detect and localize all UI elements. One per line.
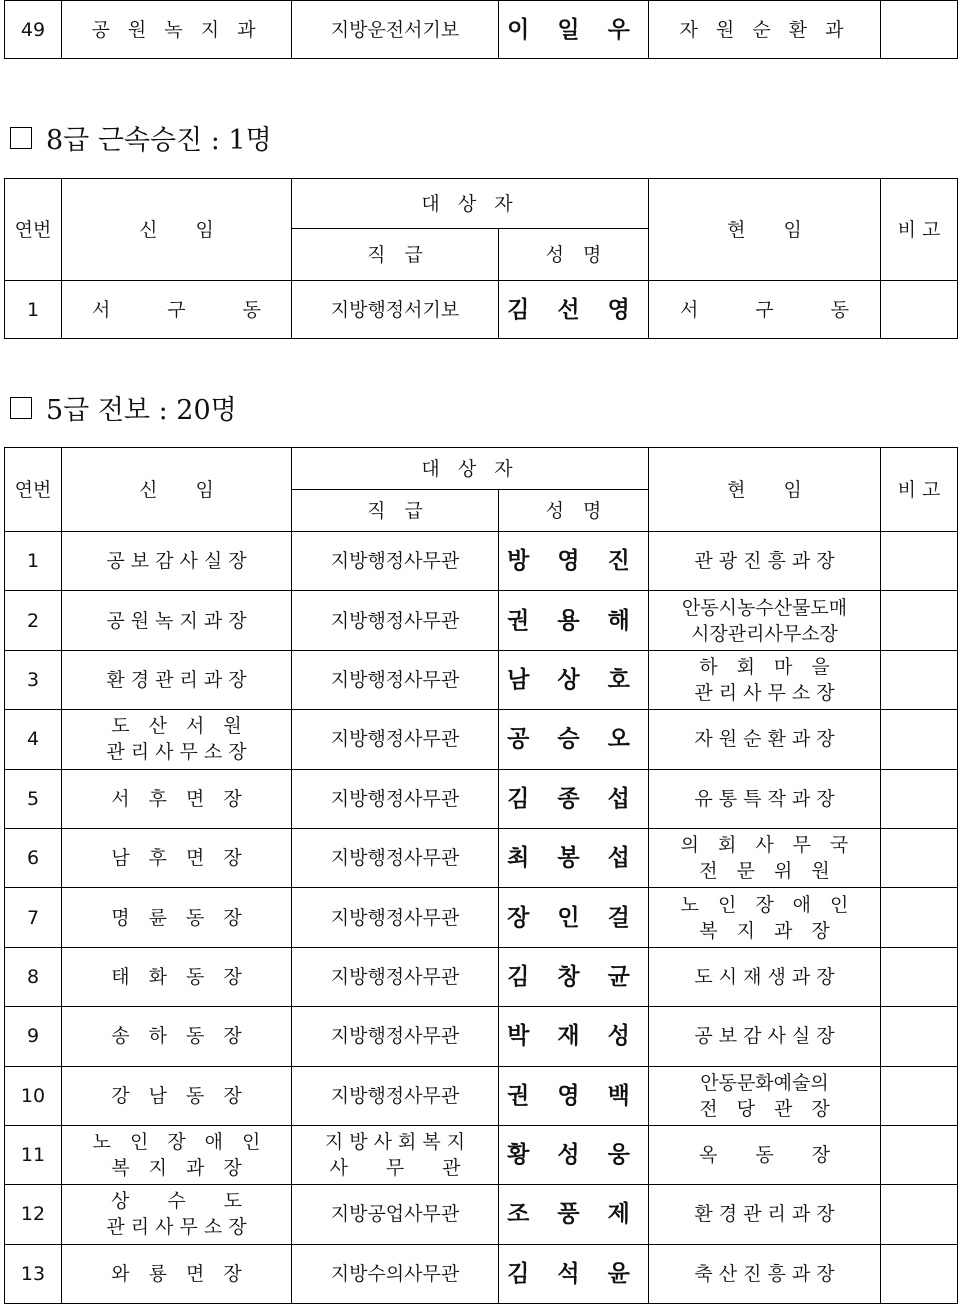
person-name: 황 성 웅 [499, 1125, 649, 1184]
person-name: 박 재 성 [499, 1007, 649, 1066]
table-row [5, 591, 958, 650]
row-number: 1 [5, 532, 62, 591]
person-name: 방 영 진 [499, 532, 649, 591]
person-name: 최 봉 섭 [499, 828, 649, 887]
table-row [5, 1125, 958, 1184]
remarks [881, 1125, 958, 1184]
table-row [5, 1, 958, 59]
person-name: 공 승 오 [499, 710, 649, 769]
table-row [5, 650, 958, 709]
person-name: 김 종 섭 [499, 769, 649, 828]
person-name: 장 인 걸 [499, 888, 649, 947]
header-grade: 직 급 [292, 229, 499, 281]
section-heading-transfer [10, 388, 237, 427]
remarks [881, 1185, 958, 1244]
remarks [881, 591, 958, 650]
row-number: 11 [5, 1125, 62, 1184]
person-name: 권 영 백 [499, 1066, 649, 1125]
current-post: 하 회 마 을 관 리 사 무 소 장 [649, 650, 881, 709]
table-row [5, 828, 958, 887]
remarks [881, 710, 958, 769]
row-number: 13 [5, 1244, 62, 1303]
previous-table-fragment [4, 0, 958, 59]
new-post: 상 수 도 관 리 사 무 소 장 [62, 1185, 292, 1244]
person-name: 이 일 우 [499, 1, 649, 59]
grade: 지방행정사무관 [292, 1007, 499, 1066]
new-post: 환 경 관 리 과 장 [62, 650, 292, 709]
remarks [881, 769, 958, 828]
current-post: 의 회 사 무 국 전 문 위 원 [649, 828, 881, 887]
header-remarks: 비 고 [881, 179, 958, 281]
grade: 지방행정사무관 [292, 650, 499, 709]
current-post: 자 원 순 환 과 [649, 1, 881, 59]
header-row [5, 448, 958, 490]
header-new-post: 신 임 [62, 448, 292, 532]
header-no: 연번 [5, 448, 62, 532]
current-post: 안동시농수산물도매 시장관리사무소장 [649, 591, 881, 650]
person-name: 김 창 균 [499, 947, 649, 1006]
person-name: 조 풍 제 [499, 1185, 649, 1244]
grade: 지방행정사무관 [292, 947, 499, 1006]
header-name: 성 명 [499, 490, 649, 532]
person-name: 김 석 윤 [499, 1244, 649, 1303]
remarks [881, 1244, 958, 1303]
table-row [5, 1066, 958, 1125]
new-post: 명 륜 동 장 [62, 888, 292, 947]
header-grade: 직 급 [292, 490, 499, 532]
new-post: 와 룡 면 장 [62, 1244, 292, 1303]
table-row [5, 1007, 958, 1066]
new-post: 도 산 서 원 관 리 사 무 소 장 [62, 710, 292, 769]
row-number: 10 [5, 1066, 62, 1125]
row-number: 12 [5, 1185, 62, 1244]
current-post: 자 원 순 환 과 장 [649, 710, 881, 769]
row-number: 49 [5, 1, 62, 59]
remarks [881, 828, 958, 887]
person-name: 남 상 호 [499, 650, 649, 709]
header-no: 연번 [5, 179, 62, 281]
grade: 지방공업사무관 [292, 1185, 499, 1244]
current-post: 옥 동 장 [649, 1125, 881, 1184]
grade: 지 방 사 회 복 지 사 무 관 [292, 1125, 499, 1184]
remarks [881, 650, 958, 709]
row-number: 4 [5, 710, 62, 769]
header-target: 대 상 자 [292, 448, 649, 490]
header-remarks: 비 고 [881, 448, 958, 532]
checkbox-square-icon [10, 127, 32, 149]
current-post: 유 통 특 작 과 장 [649, 769, 881, 828]
grade: 지방행정사무관 [292, 591, 499, 650]
section-title: 5급 전보 : 20명 [46, 395, 237, 426]
grade: 지방행정서기보 [292, 281, 499, 339]
table-row [5, 1244, 958, 1303]
checkbox-square-icon [10, 397, 32, 419]
promotion-table [4, 178, 958, 339]
row-number: 9 [5, 1007, 62, 1066]
current-post: 안동문화예술의 전 당 관 장 [649, 1066, 881, 1125]
new-post: 공 원 녹 지 과 [62, 1, 292, 59]
header-new-post: 신 임 [62, 179, 292, 281]
new-post: 송 하 동 장 [62, 1007, 292, 1066]
table-row [5, 1185, 958, 1244]
grade: 지방운전서기보 [292, 1, 499, 59]
remarks [881, 532, 958, 591]
new-post: 서 후 면 장 [62, 769, 292, 828]
remarks [881, 1066, 958, 1125]
table-row [5, 947, 958, 1006]
header-row [5, 179, 958, 229]
header-current: 현 임 [649, 448, 881, 532]
current-post: 서 구 동 [649, 281, 881, 339]
new-post: 공 보 감 사 실 장 [62, 532, 292, 591]
row-number: 5 [5, 769, 62, 828]
current-post: 노 인 장 애 인 복 지 과 장 [649, 888, 881, 947]
current-post: 관 광 진 흥 과 장 [649, 532, 881, 591]
table-row [5, 769, 958, 828]
grade: 지방행정사무관 [292, 769, 499, 828]
grade: 지방행정사무관 [292, 1066, 499, 1125]
new-post: 서 구 동 [62, 281, 292, 339]
section-heading-promotion [10, 118, 272, 157]
current-post: 도 시 재 생 과 장 [649, 947, 881, 1006]
remarks [881, 1007, 958, 1066]
transfer-table [4, 447, 958, 1304]
table-row [5, 888, 958, 947]
row-number: 2 [5, 591, 62, 650]
row-number: 6 [5, 828, 62, 887]
grade: 지방행정사무관 [292, 888, 499, 947]
remarks [881, 1, 958, 59]
current-post: 환 경 관 리 과 장 [649, 1185, 881, 1244]
row-number: 7 [5, 888, 62, 947]
new-post: 남 후 면 장 [62, 828, 292, 887]
current-post: 축 산 진 흥 과 장 [649, 1244, 881, 1303]
grade: 지방수의사무관 [292, 1244, 499, 1303]
person-name: 권 용 해 [499, 591, 649, 650]
header-name: 성 명 [499, 229, 649, 281]
table-row [5, 710, 958, 769]
new-post: 노 인 장 애 인 복 지 과 장 [62, 1125, 292, 1184]
remarks [881, 888, 958, 947]
person-name: 김 선 영 [499, 281, 649, 339]
remarks [881, 947, 958, 1006]
grade: 지방행정사무관 [292, 828, 499, 887]
row-number: 3 [5, 650, 62, 709]
header-current: 현 임 [649, 179, 881, 281]
section-title: 8급 근속승진 : 1명 [46, 125, 272, 156]
row-number: 1 [5, 281, 62, 339]
grade: 지방행정사무관 [292, 532, 499, 591]
new-post: 태 화 동 장 [62, 947, 292, 1006]
grade: 지방행정사무관 [292, 710, 499, 769]
new-post: 강 남 동 장 [62, 1066, 292, 1125]
row-number: 8 [5, 947, 62, 1006]
current-post: 공 보 감 사 실 장 [649, 1007, 881, 1066]
table-row [5, 532, 958, 591]
table-row [5, 281, 958, 339]
remarks [881, 281, 958, 339]
new-post: 공 원 녹 지 과 장 [62, 591, 292, 650]
header-target: 대 상 자 [292, 179, 649, 229]
